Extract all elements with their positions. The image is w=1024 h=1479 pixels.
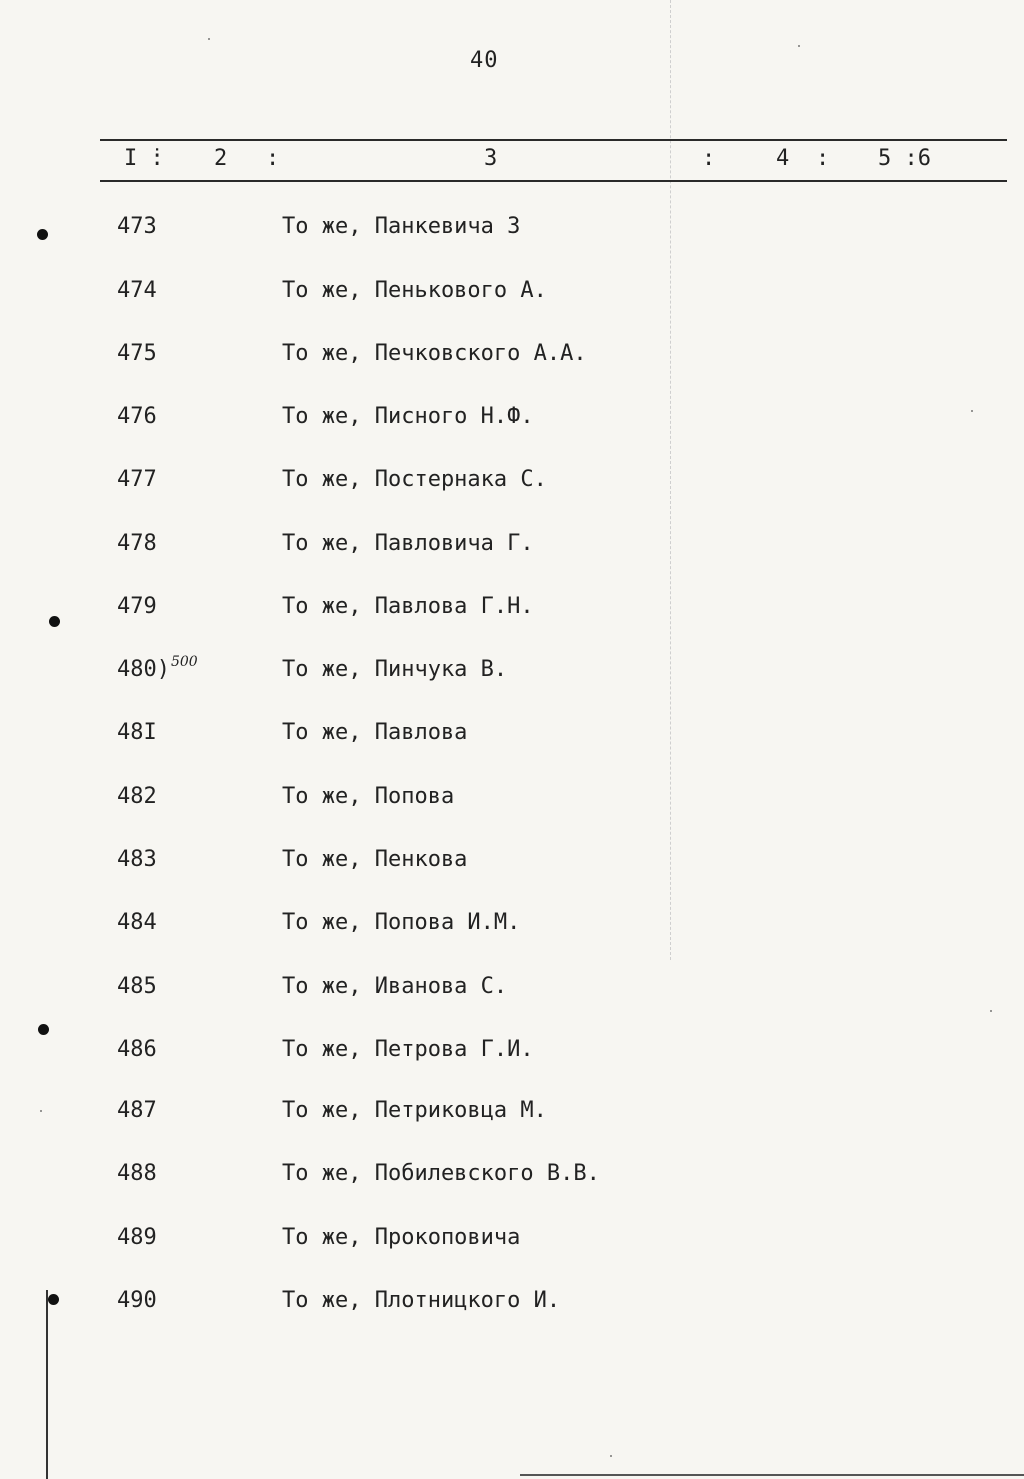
column-separator: : xyxy=(266,146,280,171)
row-number: 487 xyxy=(117,1098,157,1123)
scan-speck xyxy=(798,45,800,47)
row-description: То же, Пенькового А. xyxy=(282,278,547,303)
row-description: То же, Попова xyxy=(282,784,455,809)
table-row xyxy=(0,654,1024,697)
row-number: 474 xyxy=(117,278,157,303)
page-number: 40 xyxy=(470,48,499,73)
row-description: То же, Пенкова xyxy=(282,847,468,872)
table-row xyxy=(0,1225,1024,1265)
table-row xyxy=(0,1098,1024,1138)
table-row xyxy=(0,594,1024,634)
row-number: 475 xyxy=(117,341,157,366)
table-row xyxy=(0,784,1024,824)
handwritten-annotation: 500 xyxy=(170,654,198,670)
row-number: 483 xyxy=(117,847,157,872)
row-description: То же, Павлова Г.Н. xyxy=(282,594,534,619)
row-number-text: 480) xyxy=(117,657,170,682)
row-description: То же, Побилевского В.В. xyxy=(282,1161,600,1186)
row-description: То же, Петрова Г.И. xyxy=(282,1037,534,1062)
row-number: 482 xyxy=(117,784,157,809)
table-row xyxy=(0,1161,1024,1201)
page-bottom-edge xyxy=(520,1474,1024,1476)
punch-hole-icon xyxy=(38,1024,49,1035)
table-row xyxy=(0,910,1024,950)
column-header-2: 2 xyxy=(214,146,228,171)
table-row xyxy=(0,341,1024,381)
row-description: То же, Прокоповича xyxy=(282,1225,521,1250)
punch-hole-icon xyxy=(37,229,48,240)
row-number: 477 xyxy=(117,467,157,492)
row-number: 488 xyxy=(117,1161,157,1186)
row-description: То же, Пинчука В. xyxy=(282,657,508,682)
row-description: То же, Павлова xyxy=(282,720,468,745)
row-description: То же, Писного Н.Ф. xyxy=(282,404,534,429)
row-number: 484 xyxy=(117,910,157,935)
table-row xyxy=(0,467,1024,507)
punch-hole-icon xyxy=(49,616,60,627)
column-separator: : xyxy=(816,146,830,171)
row-description: То же, Панкевича З xyxy=(282,214,521,239)
row-number: 48I xyxy=(117,720,157,745)
row-number xyxy=(117,654,198,682)
table-row xyxy=(0,1288,1024,1328)
table-row xyxy=(0,214,1024,254)
row-description: То же, Петриковца М. xyxy=(282,1098,547,1123)
column-header-4: 4 xyxy=(776,146,790,171)
row-number: 476 xyxy=(117,404,157,429)
table-row xyxy=(0,1037,1024,1077)
table-row xyxy=(0,278,1024,318)
scan-speck xyxy=(40,1110,42,1112)
row-description: То же, Павловича Г. xyxy=(282,531,534,556)
scan-speck xyxy=(610,1455,612,1457)
column-header-1: I ̇: xyxy=(124,146,164,171)
table-row xyxy=(0,974,1024,1014)
column-separator: : xyxy=(702,146,716,171)
punch-hole-icon xyxy=(48,1294,59,1305)
table-row xyxy=(0,531,1024,571)
column-header-5-6: 5 :6 xyxy=(878,146,931,171)
row-number: 479 xyxy=(117,594,157,619)
row-number: 485 xyxy=(117,974,157,999)
table-row xyxy=(0,720,1024,760)
scan-speck xyxy=(208,38,210,40)
row-number: 486 xyxy=(117,1037,157,1062)
row-description: То же, Плотницкого И. xyxy=(282,1288,561,1313)
row-description: То же, Постернака С. xyxy=(282,467,547,492)
row-description: То же, Печковского А.А. xyxy=(282,341,587,366)
row-number: 478 xyxy=(117,531,157,556)
scan-speck xyxy=(971,410,973,412)
row-description: То же, Иванова С. xyxy=(282,974,508,999)
row-description: То же, Попова И.М. xyxy=(282,910,521,935)
row-number: 473 xyxy=(117,214,157,239)
table-top-rule xyxy=(100,139,1007,141)
scan-speck xyxy=(990,1010,992,1012)
column-header-3: 3 xyxy=(484,146,498,171)
row-number: 489 xyxy=(117,1225,157,1250)
table-row xyxy=(0,847,1024,887)
table-row xyxy=(0,404,1024,444)
row-number: 490 xyxy=(117,1288,157,1313)
table-header-bottom-rule xyxy=(100,180,1007,182)
margin-line xyxy=(46,1290,48,1479)
